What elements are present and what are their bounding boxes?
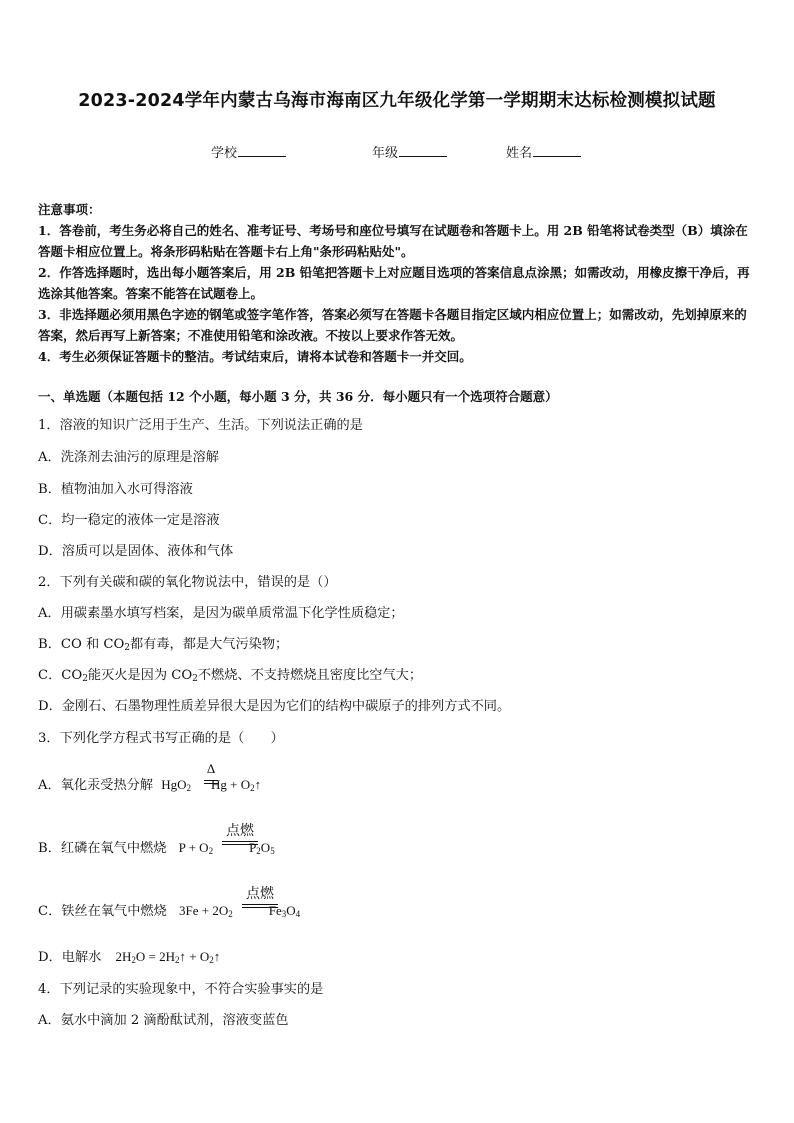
q3-c-lhs: 3Fe + 2O xyxy=(178,903,229,918)
q3-a-gas-arrow: ↑ xyxy=(254,777,262,792)
q3-a-lhs: HgO xyxy=(161,777,187,792)
q3-option-a xyxy=(38,774,261,793)
school-field xyxy=(211,142,286,161)
q3-c-lhs-sub: 2 xyxy=(228,909,233,919)
q3-b-rhs-sub-1: 2 xyxy=(256,846,261,856)
q3-d-eq-4: ↑ xyxy=(213,949,221,964)
q3-d-eq-1: 2H xyxy=(115,949,132,964)
name-label: 姓名 xyxy=(506,146,533,161)
q1-option-c: C．均一稳定的液体一定是溶液 xyxy=(38,513,220,528)
school-label: 学校 xyxy=(211,146,238,161)
q2-option-c xyxy=(38,664,422,683)
q2-option-a: A．用碳素墨水填写档案，是因为碳单质常温下化学性质稳定； xyxy=(38,606,404,621)
q3-option-d xyxy=(38,946,220,965)
q2-c-text: C．CO xyxy=(38,668,83,683)
q3-c-equals-sign xyxy=(242,904,278,908)
q3-b-lhs-sub: 2 xyxy=(208,846,214,856)
notice-item-4: 4．考生必须保证答题卡的整洁。考试结束后，请将本试卷和答题卡一并交回。 xyxy=(38,349,472,364)
q1-option-d: D．溶质可以是固体、液体和气体 xyxy=(38,544,234,559)
q3-b-rhs-2: O xyxy=(260,840,271,855)
q3-b-equals-sign xyxy=(222,841,258,845)
q3-c-rhs: Fe xyxy=(268,903,282,918)
q4-stem: 4．下列记录的实验现象中，不符合实验事实的是 xyxy=(38,982,324,997)
q3-b-lhs: P + O xyxy=(178,840,209,855)
q3-a-equals-sign xyxy=(204,780,218,784)
q3-stem: 3．下列化学方程式书写正确的是（ ） xyxy=(38,731,284,746)
q2-b-sub: 2 xyxy=(124,643,130,653)
q3-a-label: A．氧化汞受热分解 xyxy=(38,778,154,793)
q3-a-rhs-sub: 2 xyxy=(250,783,255,793)
q1-option-b: B．植物油加入水可得溶液 xyxy=(38,482,193,497)
q2-c-sub-2: 2 xyxy=(192,674,198,684)
q2-b-text: B．CO 和 CO xyxy=(38,637,125,652)
q3-b-label: B．红磷在氧气中燃烧 xyxy=(38,841,167,856)
q2-c-text-3: 不燃烧、不支持燃烧且密度比空气大； xyxy=(197,668,423,683)
q3-c-rhs-sub-2: 4 xyxy=(295,909,301,919)
notice-heading: 注意事项： xyxy=(38,202,101,217)
q1-option-a: A．洗涤剂去油污的原理是溶解 xyxy=(38,450,219,465)
section-heading: 一、单选题（本题包括 12 个小题，每小题 3 分，共 36 分．每小题只有一个选项符合题意） xyxy=(38,389,558,404)
q3-d-label: D．电解水 xyxy=(38,950,102,965)
notice-item-3: 3．非选择题必须用黑色字迹的钢笔或签字笔作答，答案必须写在答题卡各题目指定区域内相应位置上；如需改动，先划掉原来的答案，然后再写上新答案；不准使用铅笔和涂改液。不按以上要求作答无效。 xyxy=(38,307,747,343)
q3-d-eq-2: O = 2H xyxy=(135,949,176,964)
name-field xyxy=(506,142,581,161)
q2-stem: 2．下列有关碳和碳的氧化物说法中，错误的是（） xyxy=(38,575,337,590)
notice-item-1: 1．答卷前，考生务必将自己的姓名、准考证号、考场号和座位号填写在试题卷和答题卡上。用 2B 铅笔将试卷类型（B）填涂在答题卡相应位置上。将条形码粘贴在答题卡右上角"条形码粘贴处"。 xyxy=(38,223,748,259)
grade-blank[interactable] xyxy=(399,144,447,157)
q3-a-condition: Δ xyxy=(206,761,216,776)
q3-b-condition: 点燃 xyxy=(226,823,254,839)
q2-c-sub-1: 2 xyxy=(82,674,88,684)
q3-c-condition: 点燃 xyxy=(246,886,274,902)
q3-d-sub-3: 2 xyxy=(209,955,214,965)
q1-stem: 1．溶液的知识广泛用于生产、生活。下列说法正确的是 xyxy=(38,418,363,433)
q2-option-d: D．金刚石、石墨物理性质差异很大是因为它们的结构中碳原子的排列方式不同。 xyxy=(38,699,511,714)
name-blank[interactable] xyxy=(533,144,581,157)
notice-item-2: 2．作答选择题时，选出每小题答案后，用 2B 铅笔把答题卡上对应题目选项的答案信息点涂黑；如需改动，用橡皮擦干净后，再选涂其他答案。答案不能答在试题卷上。 xyxy=(38,265,750,301)
q3-a-lhs-sub: 2 xyxy=(186,783,192,793)
grade-label: 年级 xyxy=(372,146,399,161)
q3-c-label: C．铁丝在氧气中燃烧 xyxy=(38,904,167,919)
q3-d-sub-2: 2 xyxy=(175,955,180,965)
q3-c-rhs-sub-1: 3 xyxy=(281,909,287,919)
q3-d-sub-1: 2 xyxy=(131,955,136,965)
q3-b-rhs: P xyxy=(249,840,257,855)
q2-c-text-2: 能灭火是因为 CO xyxy=(87,668,193,683)
q2-option-b xyxy=(38,633,288,652)
q4-option-a: A．氨水中滴加 2 滴酚酞试剂，溶液变蓝色 xyxy=(38,1013,289,1028)
q3-c-rhs-2: O xyxy=(286,903,296,918)
exam-title: 2023-2024学年内蒙古乌海市海南区九年级化学第一学期期末达标检测模拟试题 xyxy=(78,91,716,111)
q3-d-equation xyxy=(116,949,221,964)
q2-b-text-2: 都有毒，都是大气污染物； xyxy=(130,637,289,652)
q3-d-eq-3: ↑ + O xyxy=(179,949,210,964)
q3-c-equation xyxy=(179,903,300,918)
school-blank[interactable] xyxy=(238,144,286,157)
q3-a-rhs: Hg + O xyxy=(211,777,251,792)
q3-b-rhs-sub-2: 5 xyxy=(270,846,275,856)
grade-field xyxy=(372,142,447,161)
